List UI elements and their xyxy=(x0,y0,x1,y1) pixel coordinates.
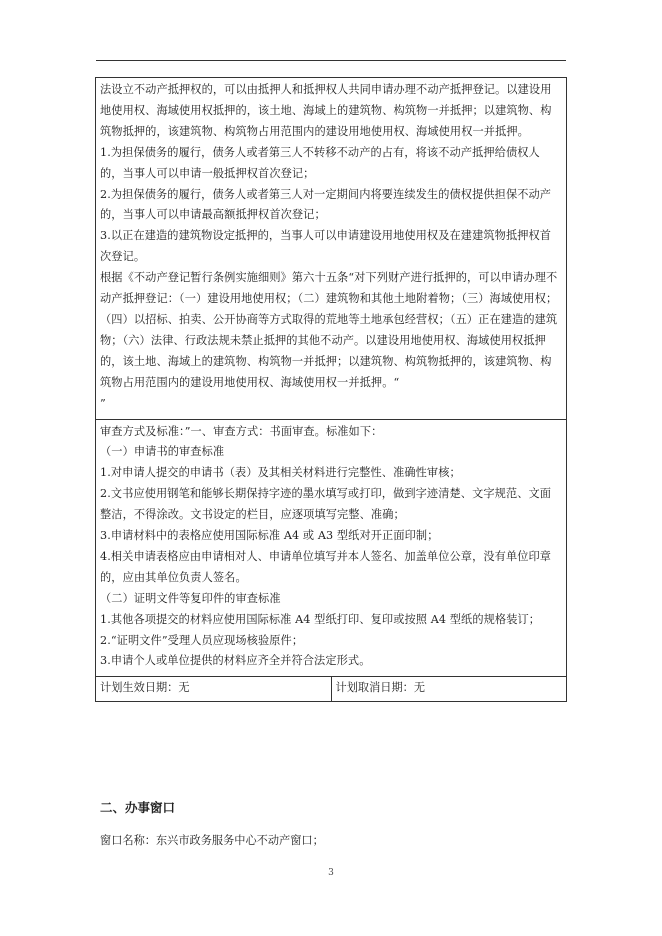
paragraph: 2.为担保债务的履行，债务人或者第三人对一定期间内将要连续发生的债权提供担保不动产的，当事人可以申请最高额抵押权首次登记； xyxy=(100,187,552,222)
paragraph: （一）申请书的审查标准 xyxy=(100,445,225,459)
paragraph: 2.文书应使用钢笔和能够长期保持字迹的墨水填写或打印，做到字迹清楚、文字规范、文面整洁，不得涂改。文书设定的栏目，应逐项填写完整、准确； xyxy=(100,487,552,522)
paragraph: 法设立不动产抵押权的，可以由抵押人和抵押权人共同申请办理不动产抵押登记。以建设用地使用权、海域使用权抵押的，该土地、海域上的建筑物、构筑物一并抵押；以建筑物、构筑物抵押的，该建筑物、构筑物占用范围内的建设用地使用权、海域使用权一并抵押。 xyxy=(100,83,552,138)
window-name: 窗口名称：东兴市政务服务中心不动产窗口； xyxy=(100,834,324,847)
plan-effective-date: 计划生效日期：无 xyxy=(100,681,190,695)
header-rule xyxy=(96,60,566,61)
paragraph: 3.申请个人或单位提供的材料应齐全并符合法定形式。 xyxy=(100,654,371,668)
paragraph: ” xyxy=(100,396,106,410)
mortgage-description-cell xyxy=(96,78,566,419)
paragraph: 2.“证明文件”受理人员应现场核验原件； xyxy=(100,633,304,647)
paragraph: 审查方式及标准：”一、审查方式：书面审查。标准如下： xyxy=(100,424,383,438)
plan-cancel-date: 计划取消日期：无 xyxy=(331,677,567,701)
paragraph: （二）证明文件等复印件的审查标准 xyxy=(100,591,281,605)
review-standard-cell xyxy=(96,419,566,677)
paragraph: 1.其他各项提交的材料应使用国际标准 A4 型纸打印、复印或按照 A4 型纸的规格装订； xyxy=(100,612,541,626)
paragraph: 根据《不动产登记暂行条例实施细则》第六十五条“对下列财产进行抵押的，可以申请办理不动产抵押登记：（一）建设用地使用权；（二）建筑物和其他土地附着物；（三）海域使用权；（四）以招标、拍卖、公开协商等方式取得的荒地等土地承包经营权；（五）正在建造的建筑物；（六）法律、行政法规未禁止抵押的其他不动产。以建设用地使用权、海域使用权抵押的，该土地、海域上的建筑物、构筑物一并抵押；以建筑物、构筑物抵押的，该建筑物、构筑物占用范围内的建设用地使用权、海域使用权一并抵押。“ xyxy=(100,271,558,389)
paragraph: 1.为担保债务的履行，债务人或者第三人不转移不动产的占有，将该不动产抵押给债权人的，当事人可以申请一般抵押权首次登记； xyxy=(100,145,540,180)
page-number: 3 xyxy=(328,868,334,878)
paragraph: 3.申请材料中的表格应使用国际标准 A4 或 A3 型纸对开正面印制； xyxy=(100,529,439,543)
section-title: 二、办事窗口 xyxy=(100,800,176,815)
paragraph: 1.对申请人提交的申请书（表）及其相关材料进行完整性、准确性审核； xyxy=(100,466,461,480)
plan-dates-row xyxy=(96,676,566,701)
content-table xyxy=(95,77,567,702)
paragraph: 4.相关申请表格应由申请相对人、申请单位填写并本人签名、加盖单位公章，没有单位印章的，应由其单位负责人签名。 xyxy=(100,549,552,584)
paragraph: 3.以正在建造的建筑物设定抵押的，当事人可以申请建设用地使用权及在建建筑物抵押权首次登记。 xyxy=(100,229,552,264)
